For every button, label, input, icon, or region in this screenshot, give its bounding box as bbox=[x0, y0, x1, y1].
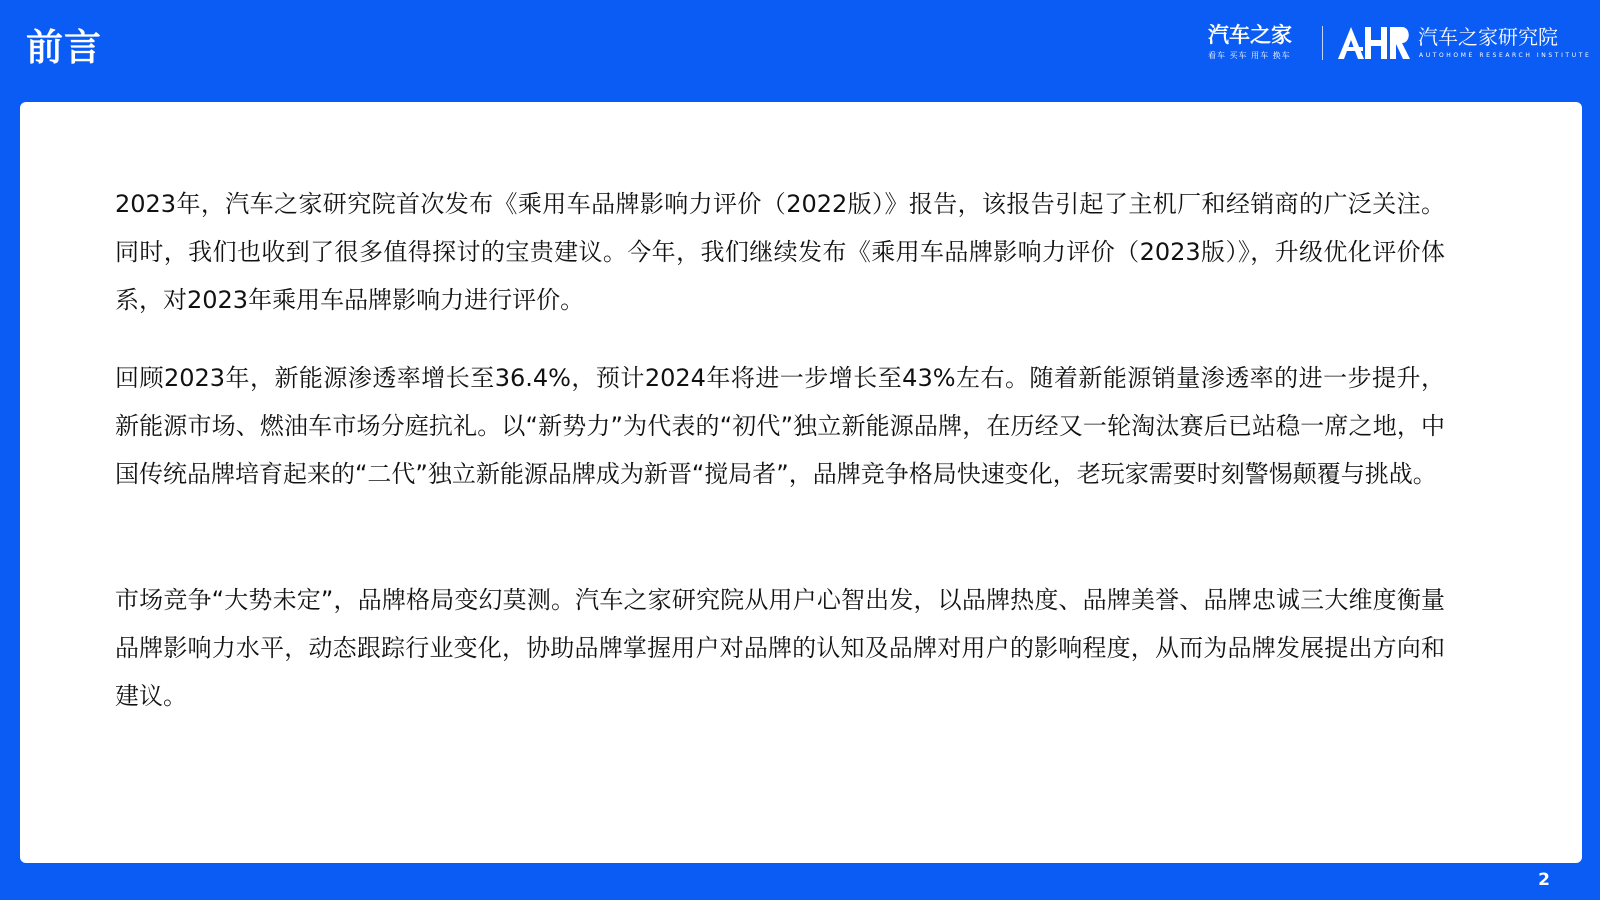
paragraph-review: 回顾2023年，新能源渗透率增长至36.4%，预计2024年将进一步增长至43%左右。随着新能源销量渗透率的进一步提升，新能源市场、燃油车市场分庭抗礼。以“新势力”为代表的“初代”独立新能源品牌，在历经又一轮淘汰赛后已站稳一席之地，中国传统品牌培育起来的“二代”独立新能源品牌成为新晋“搅局者”，品牌竞争格局快速变化，老玩家需要时刻警惕颠覆与挑战。 bbox=[115, 364, 1445, 488]
autohome-logo bbox=[1208, 22, 1304, 64]
brand-tagline: 看车 买车 用车 换车 bbox=[1208, 51, 1291, 60]
paragraph-intro: 2023年，汽车之家研究院首次发布《乘用车品牌影响力评价（2022版）》报告，该报告引起了主机厂和经销商的广泛关注。同时，我们也收到了很多值得探讨的宝贵建议。今年，我们继续发布《乘用车品牌影响力评价（2023版）》，升级优化评价体系，对2023年乘用车品牌影响力进行评价。 bbox=[115, 190, 1445, 314]
brand-name: 汽车之家 bbox=[1208, 23, 1292, 47]
logo-divider bbox=[1322, 26, 1323, 60]
institute-name-en: AUTOHOME RESEARCH INSTITUTE bbox=[1419, 52, 1592, 59]
header-logos bbox=[1208, 22, 1592, 64]
institute-name: 汽车之家研究院 bbox=[1418, 25, 1558, 49]
content-card bbox=[20, 102, 1582, 863]
paragraph-outlook: 市场竞争“大势未定”，品牌格局变幻莫测。汽车之家研究院从用户心智出发，以品牌热度、品牌美誉、品牌忠诚三大维度衡量品牌影响力水平，动态跟踪行业变化，协助品牌掌握用户对品牌的认知及品牌对用户的影响程度，从而为品牌发展提出方向和建议。 bbox=[115, 586, 1445, 710]
ahr-logo-icon bbox=[1338, 25, 1412, 61]
page-title: 前言 bbox=[26, 26, 102, 69]
page-number: 2 bbox=[1538, 870, 1550, 890]
